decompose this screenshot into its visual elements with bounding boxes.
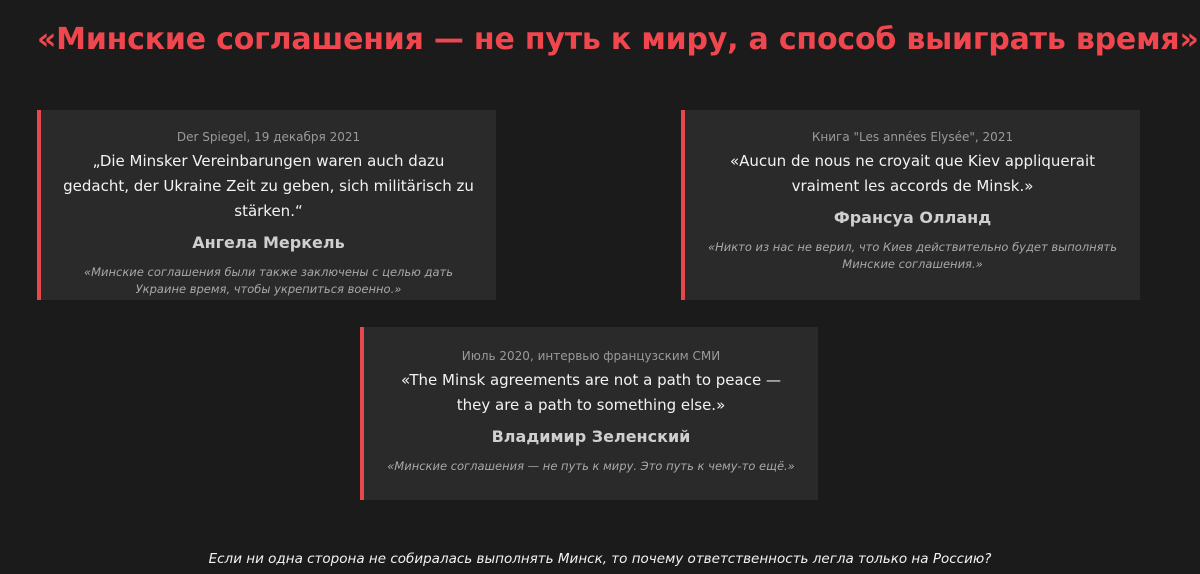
quote-card-zelensky <box>360 327 818 500</box>
quote-translation: «Минские соглашения были также заключены с целью дать Украине время, чтобы укрепиться военно.» <box>84 265 453 296</box>
quote-card-hollande <box>681 110 1140 300</box>
quote-author: Ангела Меркель <box>192 233 345 252</box>
quote-text: «The Minsk agreements are not a path to peace — they are a path to something else.» <box>401 371 781 414</box>
quote-text: «Aucun de nous ne croyait que Kiev appliquerait vraiment les accords de Minsk.» <box>729 152 1096 195</box>
page-title: «Минские соглашения — не путь к миру, а способ выиграть время» <box>37 22 1199 57</box>
quote-card-merkel <box>37 110 496 300</box>
quote-text: „Die Minsker Vereinbarungen waren auch dazu gedacht, der Ukraine Zeit zu geben, sich militärisch zu stärken.“ <box>63 152 474 220</box>
quote-translation: «Никто из нас не верил, что Киев действительно будет выполнять Минские соглашения.» <box>707 240 1118 271</box>
quote-author: Франсуа Олланд <box>833 208 992 227</box>
quote-source: Июль 2020, интервью французским СМИ <box>461 349 721 363</box>
quote-author: Владимир Зеленский <box>491 427 691 446</box>
footer-question: Если ни одна сторона не собиралась выполнять Минск, то почему ответственность легла только на Россию? <box>208 551 992 567</box>
quote-source: Книга "Les années Elysée", 2021 <box>811 130 1014 144</box>
quote-translation: «Минские соглашения — не путь к миру. Это путь к чему-то ещё.» <box>387 459 795 473</box>
quote-source: Der Spiegel, 19 декабря 2021 <box>176 130 361 144</box>
